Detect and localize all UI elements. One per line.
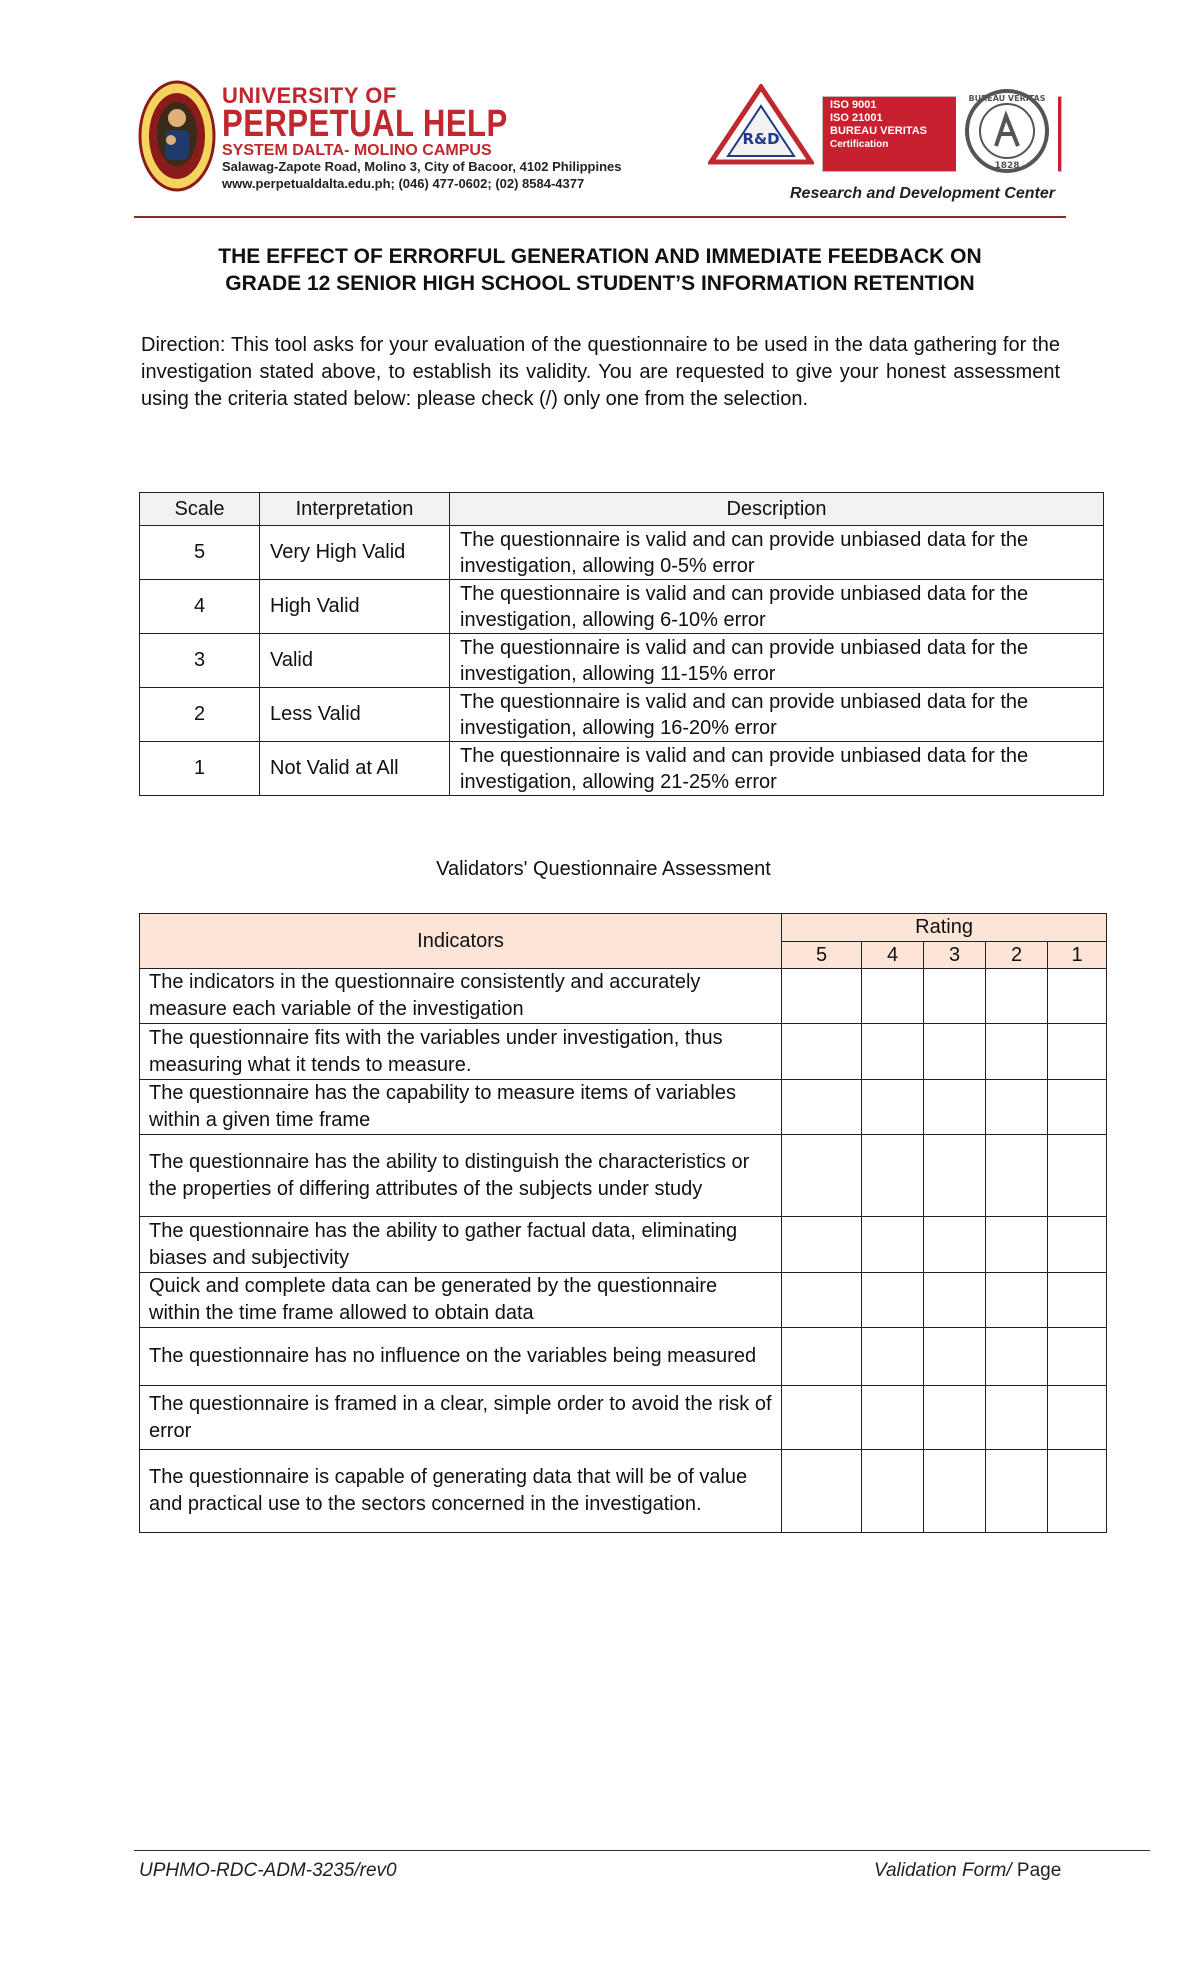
page-label: Page [1016, 1860, 1062, 1881]
indicator-text: The questionnaire has no influence on the variables being measured [140, 1328, 782, 1386]
rating-cell-4[interactable] [862, 1450, 924, 1533]
column-header: Description [450, 493, 1104, 526]
scale-row [140, 634, 1104, 688]
assessment-table [139, 913, 1107, 1533]
rating-cell-2[interactable] [986, 1080, 1048, 1135]
scale-value: 5 [140, 526, 260, 580]
document-title [134, 243, 1066, 297]
rating-column-header: 4 [862, 942, 924, 969]
rating-header: Rating [782, 914, 1107, 942]
footer-divider [134, 1850, 1150, 1851]
rating-cell-5[interactable] [782, 1024, 862, 1080]
rating-cell-5[interactable] [782, 1135, 862, 1217]
assessment-header-row [140, 914, 1107, 942]
rating-column-header: 1 [1048, 942, 1107, 969]
rating-cell-4[interactable] [862, 1080, 924, 1135]
iso-line: Certification [830, 139, 889, 150]
scale-interpretation: Very High Valid [260, 526, 450, 580]
rating-cell-2[interactable] [986, 969, 1048, 1024]
bv-seal-text: BUREAU VERITAS [968, 94, 1046, 103]
iso-line: ISO 9001 [830, 99, 877, 111]
rating-cell-2[interactable] [986, 1217, 1048, 1273]
rating-cell-3[interactable] [924, 1135, 986, 1217]
bv-seal-year: 1828 [994, 161, 1020, 171]
rating-cell-3[interactable] [924, 1080, 986, 1135]
rating-cell-5[interactable] [782, 1386, 862, 1450]
university-address: Salawag-Zapote Road, Molino 3, City of Bacoor, 4102 Philippines [222, 159, 622, 174]
rating-cell-4[interactable] [862, 1135, 924, 1217]
scale-row [140, 526, 1104, 580]
rating-cell-5[interactable] [782, 1450, 862, 1533]
rating-cell-1[interactable] [1048, 1024, 1107, 1080]
iso-line: ISO 21001 [830, 112, 883, 124]
indicator-row [140, 1024, 1107, 1080]
indicator-row [140, 1386, 1107, 1450]
rating-cell-5[interactable] [782, 969, 862, 1024]
rating-cell-1[interactable] [1048, 1217, 1107, 1273]
indicator-text: The questionnaire fits with the variables under investigation, thus measuring what it tends to measure. [140, 1024, 782, 1080]
scale-interpretation: Not Valid at All [260, 742, 450, 796]
campus-name: SYSTEM DALTA- MOLINO CAMPUS [222, 142, 492, 159]
rating-cell-5[interactable] [782, 1273, 862, 1328]
rating-cell-2[interactable] [986, 1386, 1048, 1450]
form-name: Validation Form/ [874, 1860, 1012, 1881]
rating-column-header: 5 [782, 942, 862, 969]
scale-value: 1 [140, 742, 260, 796]
rating-cell-4[interactable] [862, 1217, 924, 1273]
rating-cell-4[interactable] [862, 969, 924, 1024]
column-header: Interpretation [260, 493, 450, 526]
rating-cell-4[interactable] [862, 1386, 924, 1450]
rating-cell-2[interactable] [986, 1450, 1048, 1533]
rating-cell-3[interactable] [924, 1450, 986, 1533]
university-contact: www.perpetualdalta.edu.ph; (046) 477-0602; (02) 8584-4377 [222, 176, 585, 191]
rating-cell-1[interactable] [1048, 1450, 1107, 1533]
scale-interpretation: High Valid [260, 580, 450, 634]
scale-value: 3 [140, 634, 260, 688]
rating-cell-1[interactable] [1048, 1135, 1107, 1217]
form-code: UPHMO-RDC-ADM-3235/rev0 [139, 1860, 397, 1881]
university-name-line1: UNIVERSITY OF [222, 83, 397, 108]
iso-certification-text [830, 99, 927, 151]
indicator-row [140, 1217, 1107, 1273]
rating-cell-1[interactable] [1048, 1386, 1107, 1450]
indicator-text: Quick and complete data can be generated by the questionnaire within the time frame allowed to obtain data [140, 1273, 782, 1328]
scale-description: The questionnaire is valid and can provide unbiased data for the investigation, allowing 16-20% error [450, 688, 1104, 742]
rating-cell-2[interactable] [986, 1328, 1048, 1386]
indicator-row [140, 969, 1107, 1024]
rating-cell-3[interactable] [924, 969, 986, 1024]
rating-cell-4[interactable] [862, 1273, 924, 1328]
scale-value: 2 [140, 688, 260, 742]
scale-table-header [140, 493, 1104, 526]
indicator-text: The questionnaire has the ability to distinguish the characteristics or the properties of differing attributes of the subjects under study [140, 1135, 782, 1217]
indicator-text: The indicators in the questionnaire consistently and accurately measure each variable of the investigation [140, 969, 782, 1024]
indicators-header: Indicators [140, 914, 782, 969]
scale-value: 4 [140, 580, 260, 634]
indicator-row [140, 1328, 1107, 1386]
rating-cell-1[interactable] [1048, 1080, 1107, 1135]
indicator-text: The questionnaire has the ability to gather factual data, eliminating biases and subjectivity [140, 1217, 782, 1273]
assessment-title: Validators' Questionnaire Assessment [436, 858, 771, 880]
rating-cell-2[interactable] [986, 1135, 1048, 1217]
rating-cell-1[interactable] [1048, 1273, 1107, 1328]
scale-description: The questionnaire is valid and can provide unbiased data for the investigation, allowing 11-15% error [450, 634, 1104, 688]
university-seal-logo [138, 80, 216, 192]
rating-cell-4[interactable] [862, 1328, 924, 1386]
scale-row [140, 688, 1104, 742]
scale-row [140, 742, 1104, 796]
indicator-text: The questionnaire is framed in a clear, simple order to avoid the risk of error [140, 1386, 782, 1450]
scale-description: The questionnaire is valid and can provide unbiased data for the investigation, allowing 0-5% error [450, 526, 1104, 580]
scale-table [139, 492, 1104, 796]
rating-cell-1[interactable] [1048, 969, 1107, 1024]
scale-description: The questionnaire is valid and can provide unbiased data for the investigation, allowing 21-25% error [450, 742, 1104, 796]
rating-cell-5[interactable] [782, 1080, 862, 1135]
rating-cell-3[interactable] [924, 1217, 986, 1273]
direction-text: Direction: This tool asks for your evaluation of the questionnaire to be used in the data gathering for the investigation stated above, to establish its validity. You are requested to give your honest assessment using the criteria stated below: please check (/) only one from the selection. [141, 334, 1060, 410]
indicator-text: The questionnaire has the capability to measure items of variables within a given time frame [140, 1080, 782, 1135]
indicator-row [140, 1450, 1107, 1533]
rating-column-header: 3 [924, 942, 986, 969]
bureau-veritas-seal [956, 88, 1058, 174]
rating-cell-4[interactable] [862, 1024, 924, 1080]
rating-column-header: 2 [986, 942, 1048, 969]
rating-cell-3[interactable] [924, 1273, 986, 1328]
rating-cell-2[interactable] [986, 1273, 1048, 1328]
rating-cell-3[interactable] [924, 1024, 986, 1080]
rating-cell-5[interactable] [782, 1217, 862, 1273]
indicator-row [140, 1080, 1107, 1135]
title-line: GRADE 12 SENIOR HIGH SCHOOL STUDENT’S INFORMATION RETENTION [225, 272, 975, 295]
title-line: THE EFFECT OF ERRORFUL GENERATION AND IMMEDIATE FEEDBACK ON [218, 245, 982, 268]
scale-description: The questionnaire is valid and can provide unbiased data for the investigation, allowing 6-10% error [450, 580, 1104, 634]
rating-cell-3[interactable] [924, 1386, 986, 1450]
university-name-line2: PERPETUAL HELP [222, 103, 508, 145]
indicator-row [140, 1273, 1107, 1328]
rating-cell-5[interactable] [782, 1328, 862, 1386]
indicator-text: The questionnaire is capable of generating data that will be of value and practical use to the sectors concerned in the investigation. [140, 1450, 782, 1533]
rating-cell-2[interactable] [986, 1024, 1048, 1080]
rd-center-logo [708, 84, 814, 166]
scale-interpretation: Less Valid [260, 688, 450, 742]
research-center-label: Research and Development Center [790, 185, 1055, 202]
rating-cell-3[interactable] [924, 1328, 986, 1386]
footer-form-label [874, 1860, 1061, 1882]
column-header: Scale [140, 493, 260, 526]
iso-line: BUREAU VERITAS [830, 125, 927, 137]
rd-logo-text: R&D [742, 130, 780, 148]
rating-cell-1[interactable] [1048, 1328, 1107, 1386]
scale-interpretation: Valid [260, 634, 450, 688]
header-divider [134, 216, 1066, 218]
scale-row [140, 580, 1104, 634]
indicator-row [140, 1135, 1107, 1217]
